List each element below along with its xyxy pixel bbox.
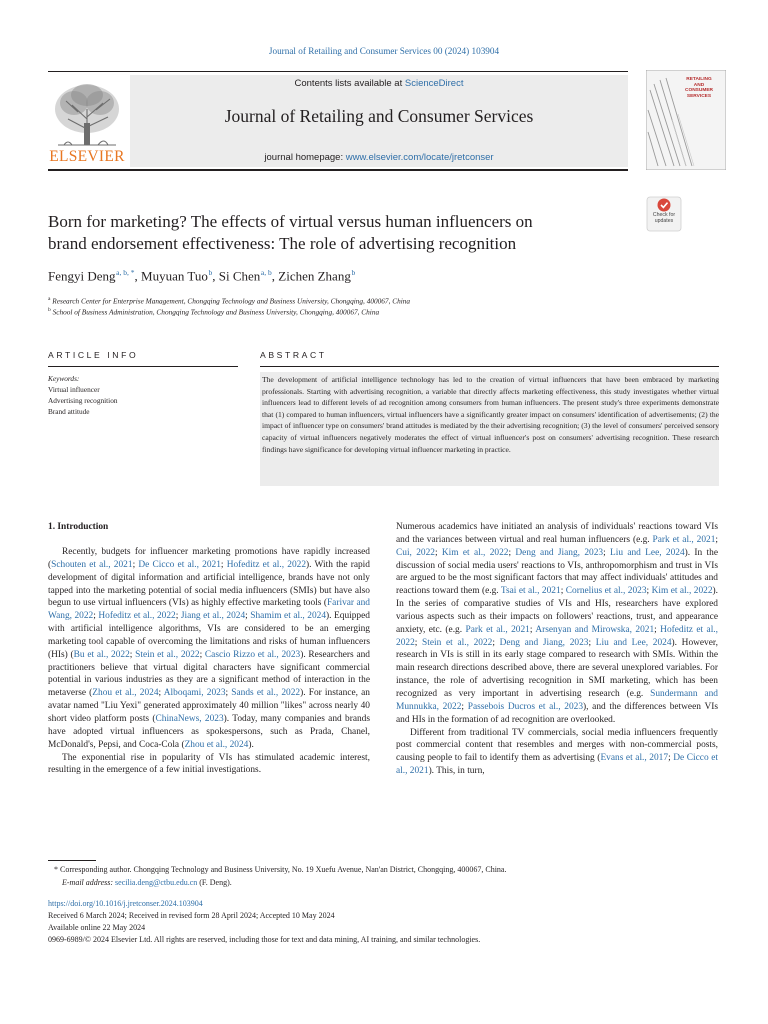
running-head: Journal of Retailing and Consumer Services 00 (2024) 103904 <box>268 46 500 56</box>
citation-link[interactable]: Deng and Jiang, 2023 <box>515 547 604 558</box>
email-label: E-mail address: <box>62 878 116 887</box>
paragraph-text: ; <box>132 559 139 570</box>
citation-link[interactable]: Passebois Ducros et al., 2023 <box>467 701 584 712</box>
citation-link[interactable]: Park et al., 2021 <box>652 534 716 545</box>
paragraph <box>396 521 718 727</box>
cover-line: AND <box>693 82 705 88</box>
citation-link[interactable]: Hofeditz et al., 2022 <box>226 559 307 570</box>
homepage-line <box>130 152 628 163</box>
citation-link[interactable]: Sands et al., 2022 <box>231 688 301 699</box>
author-affil-mark[interactable]: a, b <box>260 268 272 277</box>
paragraph-text: The exponential rise in popularity of VIs has stimulated academic interest, resulting in the emergence of a few initial investigations. <box>48 752 370 776</box>
cover-title <box>676 77 722 99</box>
doi-link-text[interactable]: https://doi.org/10.1016/j.jretconser.2024.103904 <box>48 899 203 908</box>
paragraph <box>48 546 370 752</box>
paragraph-text: Different from traditional TV commercials, social media influencers frequently post commercial content that resembles and merges with non-commercial posts, causing people to fail to identify them as advertising ( <box>396 727 718 764</box>
citation-link[interactable]: Arsenyan and Mirowska, 2021 <box>535 624 655 635</box>
received-dates: Received 6 March 2024; Received in revised form 28 April 2024; Accepted 10 May 2024 <box>48 911 335 920</box>
citation-link[interactable]: Hofeditz et al., 2022 <box>396 624 718 648</box>
citation-link[interactable]: De Cicco et al., 2021 <box>396 753 718 777</box>
footnote-rule <box>48 860 96 861</box>
citation-link[interactable]: Cascio Rizzo et al., 2023 <box>204 649 301 660</box>
abstract-heading: ABSTRACT <box>260 350 327 360</box>
paragraph-text: ; <box>560 586 566 597</box>
affiliation-mark: b <box>48 307 51 313</box>
email-link[interactable]: secilia.deng@ctbu.edu.cn <box>115 878 198 887</box>
citation-link[interactable]: Kim et al., 2022 <box>441 547 509 558</box>
paragraph-text: ). However, research in VIs is still in its early stage compared to research with SMIs. Within the main research directions described above, there are several unexplored variables. For instance, the role of advertising recognition in SMI marketing, which has been recognized as very important in advertising research (e.g. <box>396 637 718 699</box>
elsevier-wordmark: ELSEVIER <box>49 148 125 165</box>
keyword: Advertising recognition <box>48 396 118 405</box>
citation-link[interactable]: Bu et al., 2022 <box>73 649 130 660</box>
paragraph <box>396 727 718 778</box>
paragraph-text: ). In the series of comparative studies of VIs and HIs, researchers have explored various aspects such as their impacts on followers' reactions, trust, and appearance anxiety, etc. (e.g. <box>396 586 719 635</box>
citation-link[interactable]: Liu and Lee, 2024 <box>610 547 685 558</box>
article-title-line: Born for marketing? The effects of virtual versus human influencers on <box>48 212 533 231</box>
citation-link[interactable]: Jiang et al., 2024 <box>180 611 246 622</box>
cover-line: CONSUMER <box>685 88 713 94</box>
abstract-text: The development of artificial intelligence technology has led to the creation of virtual influencers that have been embraced by marketing professionals. Starting with advertising recognition, a variable that directly affects marketing effectiveness, this study investigates whether virtual influencers lead to different levels of ad recognition among consumers from human influencers. The present study's three experiments demonstrate that (1) compared to human influencers, virtual influencers have a significantly greater impact on consumers' identification of advertisements; (2) the impact of influencer type on consumers' brand attitudes is mediated by the their advertising recognition; (3) the level of consumers' perceived sensory capacity of virtual influencers negatively moderates the effect of virtual influencer's post on consumers' advertising recognition. These research findings have significance for developing virtual influencer marketing in practice. <box>262 375 719 454</box>
affiliation-text: School of Business Administration, Chongqing Technology and Business University, Chongqing, 400067, China <box>52 307 380 317</box>
email-suffix: (F. Deng). <box>197 878 232 887</box>
author-affil-mark[interactable]: a, b, * <box>116 268 135 277</box>
citation-link[interactable]: De Cicco et al., 2021 <box>138 559 221 570</box>
article-title-line: brand endorsement effectiveness: The role of advertising recognition <box>48 234 517 253</box>
body-column-right <box>396 521 718 778</box>
homepage-link[interactable]: www.elsevier.com/locate/jretconser <box>345 152 494 163</box>
article-title <box>48 211 628 255</box>
author-name[interactable]: Muyuan Tuo <box>141 268 208 284</box>
header-bottom-rule <box>48 169 628 171</box>
affiliation <box>48 296 648 305</box>
article-info-heading: ARTICLE INFO <box>48 350 139 360</box>
paragraph-text: ; <box>175 611 181 622</box>
paragraph-text: ; <box>646 586 652 597</box>
paragraph-text: ; <box>668 753 674 764</box>
cover-line: SERVICES <box>686 93 712 99</box>
paragraph-text: ; <box>715 534 719 545</box>
corresponding-author-note: * Corresponding author. Chongqing Technology and Business University, No. 19 Xuefu Avenue, Nan'an District, Chongqing, 400067, China. <box>54 865 507 874</box>
author-name[interactable]: Fengyi Deng <box>48 268 116 284</box>
paragraph-text: ; <box>508 547 516 558</box>
paragraph <box>48 752 370 778</box>
contents-prefix: Contents lists available at <box>294 78 405 89</box>
paragraph-text: ; <box>245 611 251 622</box>
paragraph-text: ; <box>492 637 500 648</box>
doi-link[interactable] <box>48 898 728 909</box>
citation-link[interactable]: ChinaNews, 2023 <box>155 713 224 724</box>
paragraph-text: ; <box>461 701 468 712</box>
paragraph-text: Numerous academics have initiated an analysis of individuals' reactions toward VIs and the variances between virtual and real human influencers (e.g. <box>396 522 718 545</box>
paragraph-text: Recently, budgets for influencer marketing promotions have rapidly increased ( <box>48 547 370 570</box>
paragraph-text: ; <box>158 688 164 699</box>
paragraph-text: ; <box>588 637 596 648</box>
check-line1: Check for <box>652 212 676 218</box>
homepage-prefix: journal homepage: <box>264 152 346 163</box>
citation-link[interactable]: Kim et al., 2022 <box>651 586 713 597</box>
citation-link[interactable]: Evans et al., 2017 <box>600 753 669 764</box>
paragraph-text: ). <box>248 739 254 750</box>
check-line2: updates <box>654 217 674 224</box>
author-name[interactable]: Si Chen <box>218 268 261 284</box>
available-online: Available online 22 May 2024 <box>48 923 146 932</box>
abstract-rule <box>260 366 719 367</box>
paragraph-text: ). With the rapid development of digital information and artificial intelligence, brands have not only tapped into the marketing potential of social media influencers (SMIs) but have also begun to use virtual influencers (VIs) as highly effective marketing tools ( <box>48 559 370 609</box>
keywords-label: Keywords: <box>48 374 80 383</box>
citation-link[interactable]: Zhou et al., 2024 <box>184 739 249 750</box>
citation-link[interactable]: Cornelius et al., 2023 <box>565 586 647 597</box>
affiliation-mark: a <box>48 296 51 302</box>
keyword: Virtual influencer <box>48 385 100 394</box>
paragraph-text: ). In the discussion of social media users' reactions to VIs, anthropomorphism and trust in VIs are argued to be the most significant factors that may affect individuals' attitudes and reactions toward them (e.g. <box>396 547 719 597</box>
keywords-block <box>48 373 233 417</box>
paragraph-text: ). Equipped with artificial intelligence algorithms, VIs are considered to be an emerging marketing tool capable of overcoming the limitations and risks of human influencers (HIs) ( <box>48 611 370 660</box>
paragraph-text: ; <box>529 624 536 635</box>
paragraph-text: ; <box>199 649 205 660</box>
citation-link[interactable]: Stein et al., 2022 <box>135 649 200 660</box>
header-top-rule <box>48 71 628 72</box>
paragraph-text: ; <box>654 624 661 635</box>
affiliation-text: Research Center for Enterprise Management, Chongqing Technology and Business University, Chongqing, 400067, China <box>52 296 411 306</box>
email-note <box>48 877 742 888</box>
contents-line <box>130 78 628 89</box>
affiliation <box>48 307 648 316</box>
citation-link[interactable]: Farivar and Wang, 2022 <box>48 598 370 622</box>
check-for-updates-label <box>646 213 682 224</box>
author-affil-mark[interactable]: b <box>351 268 356 277</box>
citation-link[interactable]: Alboqami, 2023 <box>163 688 226 699</box>
paragraph-text: ). Today, many companies and brands have adopted virtual influencers as spokespersons, such as Prada, Chanel, McDonald's, Pepsi, and Coca-Cola ( <box>48 713 371 750</box>
citation-link[interactable]: Hofeditz et al., 2022 <box>98 611 176 622</box>
body-column-left <box>48 546 370 777</box>
author-list: Fengyi Deng $^{a, b, *}$, Muyuan Tuo $^b$, Si Chen $^{a, b}$, Zichen Zhang $^b$ <box>48 268 356 284</box>
journal-title: Journal of Retailing and Consumer Services <box>224 106 534 126</box>
sciencedirect-link[interactable]: ScienceDirect <box>404 78 464 89</box>
citation-link[interactable]: Shamim et al., 2024 <box>250 611 327 622</box>
article-info-rule <box>48 366 238 367</box>
paragraph-text: ). Researchers and practitioners believe that virtual digital characters have significant commercial potential in various industries as they are a significant method of interaction in the metaverse ( <box>48 649 370 699</box>
paragraph-text: ; <box>414 637 423 648</box>
paragraph-text: ), and the differences between VIs and HIs in the formation of ad recognition are overlooked. <box>396 701 719 725</box>
citation-link[interactable]: Cui, 2022 <box>396 547 435 558</box>
cover-line: RETAILING <box>686 77 712 82</box>
paragraph-text: ; <box>225 688 232 699</box>
citation-link[interactable]: Sundermann and Munnukka, 2022 <box>396 688 718 712</box>
author-name[interactable]: Zichen Zhang <box>278 268 351 284</box>
citation-link[interactable]: Zhou et al., 2024 <box>92 688 159 699</box>
paragraph-text: ; <box>129 649 136 660</box>
citation-link[interactable]: Stein et al., 2022 <box>422 637 493 648</box>
citation-link[interactable]: Deng and Jiang, 2023 <box>499 637 589 648</box>
author-affil-mark[interactable]: b <box>208 268 213 277</box>
citation-link[interactable]: Schouten et al., 2021 <box>51 559 133 570</box>
citation-link[interactable]: Liu and Lee, 2024 <box>595 637 672 648</box>
paragraph-text: ; <box>220 559 227 570</box>
citation-link[interactable]: Tsai et al., 2021 <box>500 586 561 597</box>
paragraph-text: ). For instance, an avatar named "Liu Yexi" generated approximately 40 million "likes" across nearly 40 short video platform posts ( <box>48 688 370 724</box>
paragraph-text: ; <box>93 611 99 622</box>
paragraph-text: ; <box>603 547 610 558</box>
copyright-line: 0969-6989/© 2024 Elsevier Ltd. All rights are reserved, including those for text and data mining, AI training, and similar technologies. <box>48 935 481 944</box>
section-heading: 1. Introduction <box>48 522 109 532</box>
citation-link[interactable]: Park et al., 2021 <box>465 624 530 635</box>
paragraph-text: ; <box>434 547 442 558</box>
keyword: Brand attitude <box>48 407 90 416</box>
paragraph-text: ). This, in turn, <box>428 766 485 777</box>
